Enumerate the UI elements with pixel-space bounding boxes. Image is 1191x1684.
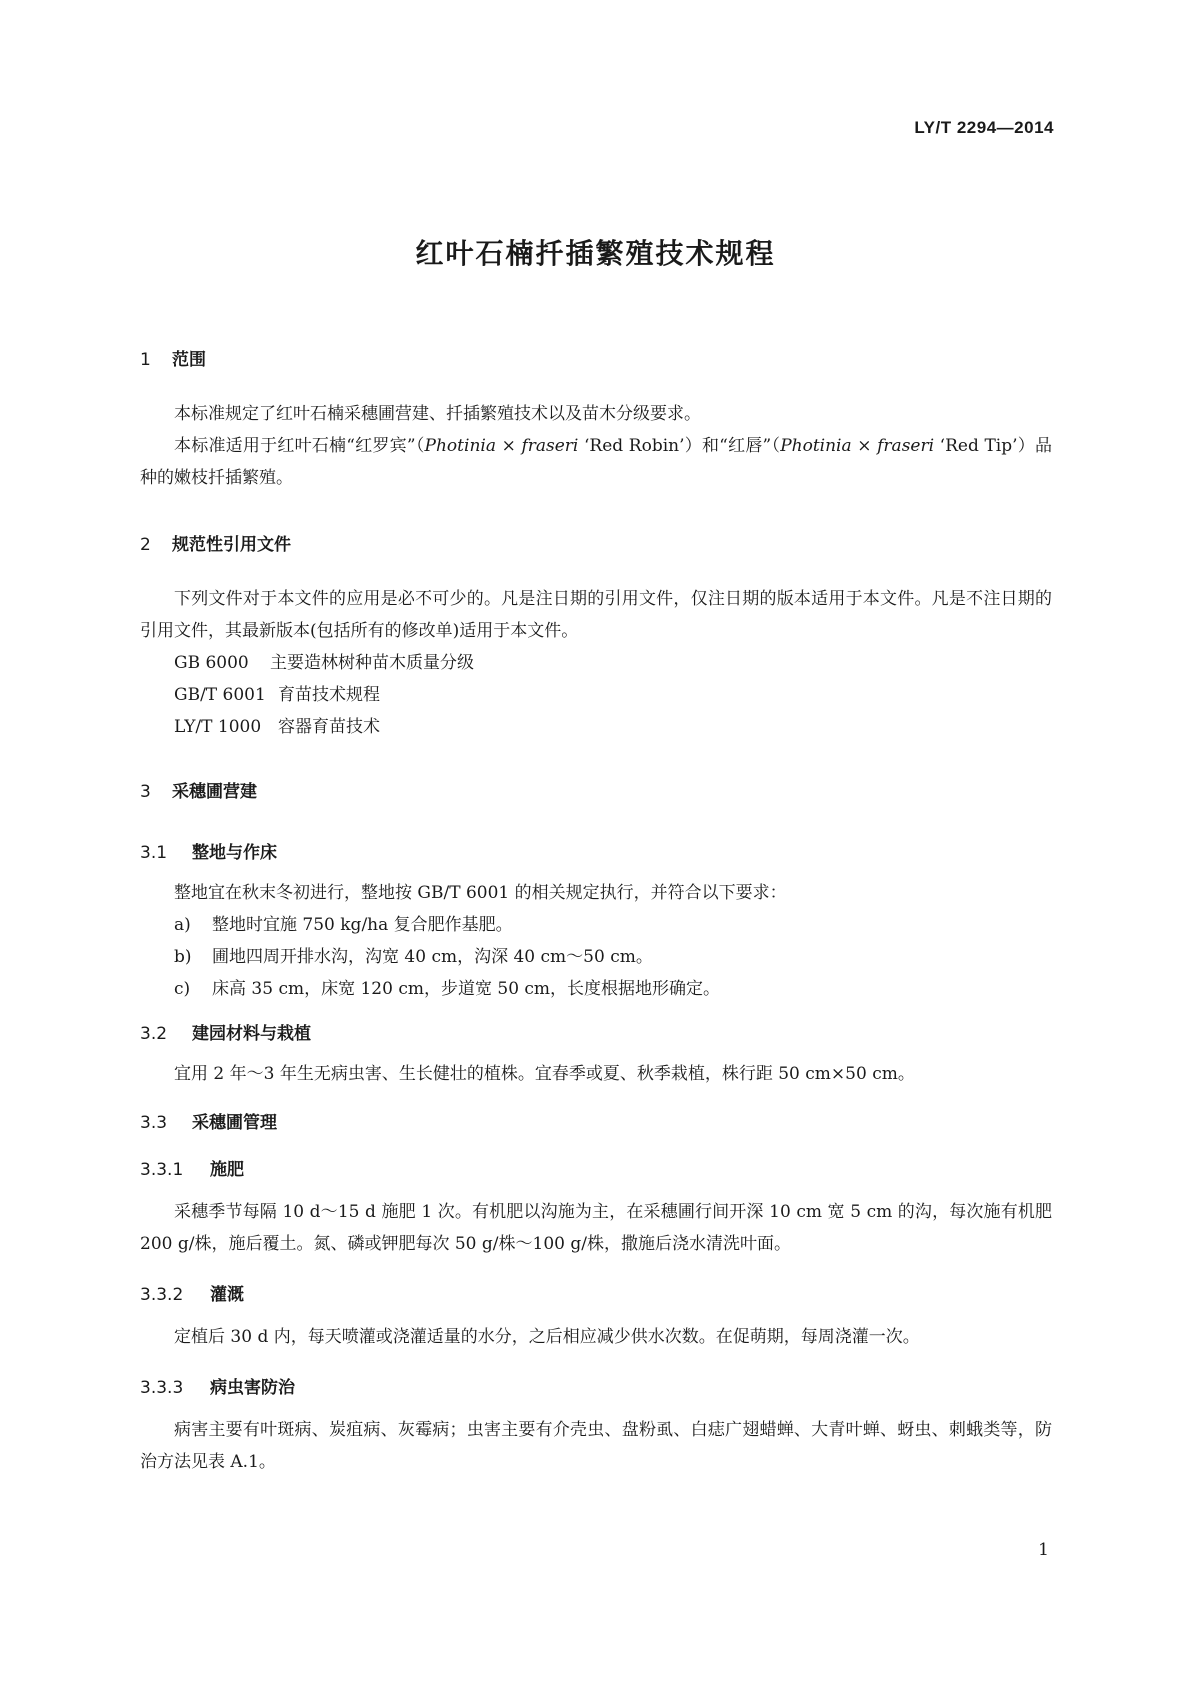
list-item: a) 整地时宜施 750 kg/ha 复合肥作基肥。 <box>174 915 513 935</box>
subsection-3-3-3-paragraph: 病害主要有叶斑病、炭疽病、灰霉病；虫害主要有介壳虫、盘粉虱、白痣广翅蜡蝉、大青叶蝉、蚜虫、刺蛾类等，防治方法见表 A.1。 <box>140 1420 1052 1472</box>
subsection-3-3-1-heading: 3.3.1 施肥 <box>140 1160 244 1180</box>
section-number: 1 <box>140 350 151 370</box>
subsection-3-3-3-heading: 3.3.3 病虫害防治 <box>140 1378 295 1398</box>
scientific-name: Photinia × fraseri <box>424 436 579 456</box>
reference-item: GB 6000 主要造林树种苗木质量分级 <box>174 653 474 673</box>
section-title: 规范性引用文件 <box>172 535 291 555</box>
subsection-3-2-paragraph: 宜用 2 年～3 年生无病虫害、生长健壮的植株。宜春季或夏、秋季栽植，株行距 50 cm×50 cm。 <box>174 1064 915 1084</box>
section-number: 2 <box>140 535 151 555</box>
list-item: c) 床高 35 cm，床宽 120 cm，步道宽 50 cm，长度根据地形确定。 <box>174 979 721 999</box>
document-title: 红叶石楠扦插繁殖技术规程 <box>415 237 776 270</box>
section-title: 范围 <box>172 350 206 370</box>
scientific-name: Photinia × fraseri <box>780 436 935 456</box>
section-2-heading <box>140 530 1052 555</box>
subsection-3-2-heading: 3.2 建园材料与栽植 <box>140 1024 311 1044</box>
subsection-3-1-heading: 3.1 整地与作床 <box>140 843 277 863</box>
section-title: 采穗圃营建 <box>172 782 257 802</box>
reference-item: LY/T 1000 容器育苗技术 <box>174 717 380 737</box>
list-item: b) 圃地四周开排水沟，沟宽 40 cm，沟深 40 cm～50 cm。 <box>174 947 653 967</box>
section-number: 3 <box>140 782 151 802</box>
section-1-paragraph-2: 本标准适用于红叶石楠“红罗宾”（Photinia × fraseri ‘Red Robin’）和“红唇”（Photinia × fraseri ‘Red Tip’）品种的嫩枝扦插繁殖。 <box>140 436 1052 488</box>
section-3-heading <box>140 777 1052 802</box>
subsection-3-3-2-heading: 3.3.2 灌溉 <box>140 1285 244 1305</box>
subsection-3-1-intro: 整地宜在秋末冬初进行，整地按 GB/T 6001 的相关规定执行，并符合以下要求： <box>174 883 787 903</box>
document-body <box>140 345 1052 1478</box>
section-2-paragraph-1: 下列文件对于本文件的应用是必不可少的。凡是注日期的引用文件，仅注日期的版本适用于本文件。凡是不注日期的引用文件，其最新版本(包括所有的修改单)适用于本文件。 <box>140 589 1052 641</box>
section-1-heading <box>140 345 1052 370</box>
subsection-3-3-heading: 3.3 采穗圃管理 <box>140 1113 277 1133</box>
page-number: 1 <box>1038 1540 1049 1560</box>
standard-code: LY/T 2294—2014 <box>914 118 1054 137</box>
section-1-paragraph-1: 本标准规定了红叶石楠采穗圃营建、扦插繁殖技术以及苗木分级要求。 <box>174 404 701 424</box>
subsection-3-3-2-paragraph: 定植后 30 d 内，每天喷灌或浇灌适量的水分，之后相应减少供水次数。在促萌期，每周浇灌一次。 <box>174 1327 920 1347</box>
subsection-3-3-1-paragraph: 采穗季节每隔 10 d～15 d 施肥 1 次。有机肥以沟施为主，在采穗圃行间开深 10 cm 宽 5 cm 的沟，每次施有机肥 200 g/株，施后覆土。氮、磷或钾肥每次 50 g/株～100 g/株，撒施后浇水清洗叶面。 <box>140 1202 1052 1254</box>
reference-item: GB/T 6001 育苗技术规程 <box>174 685 380 705</box>
